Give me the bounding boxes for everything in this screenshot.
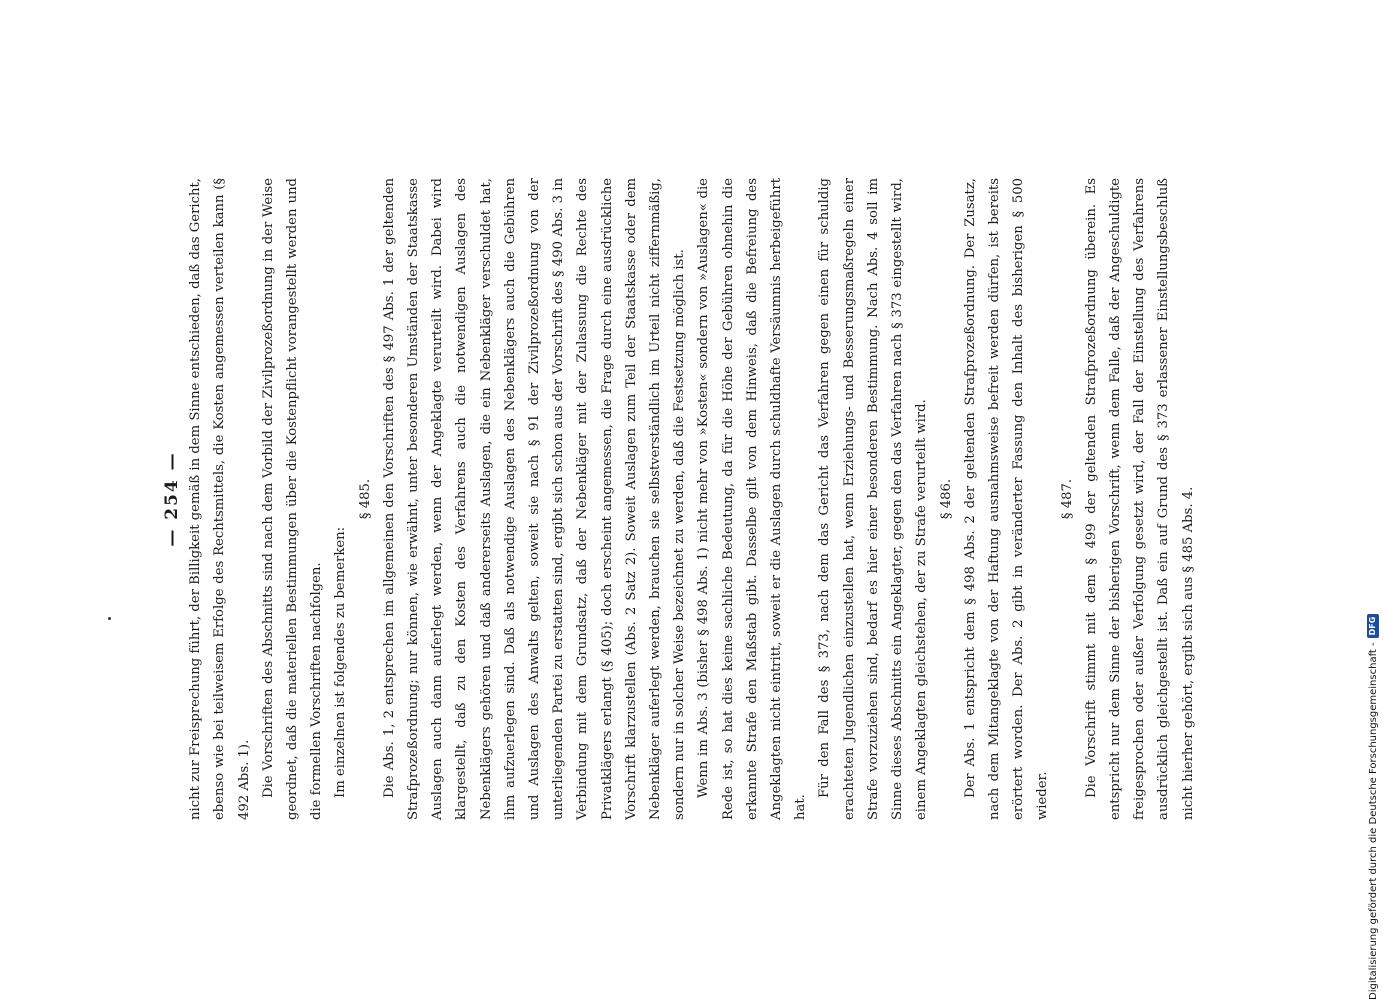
ink-dot	[108, 617, 111, 620]
page-text-block	[160, 178, 1196, 820]
section-heading-486: § 486.	[938, 478, 954, 520]
paragraph-487-1: Die Vorschrift stimmt mit dem § 499 der geltenden Strafprozeßordnung überein. Es entspricht nur dem Sinne der bisherigen Vorschrift, wenn dem Falle, daß der Angeschuldigte freigesprochen oder außer Verfolgung gesetzt wird, der Fall der Einstellung des Verfahrens ausdrücklich gleichgestellt ist. Daß ein auf Grund des § 373 erlassener Einstellungsbeschluß nicht hierher gehört, ergibt sich aus § 485 Abs. 4.	[1083, 178, 1196, 820]
digitization-credit	[1367, 614, 1379, 1000]
paragraph-485-3: Für den Fall des § 373, nach dem das Gericht das Verfahren gegen einen für schuldig erachteten Jugendlichen einzustellen hat, wenn Erziehungs- und Besserungsmaßregeln einer Strafe vorzuziehen sind, bedarf es hier einer besonderen Bestimmung. Nach Abs. 4 soll im Sinne dieses Abschnitts ein Angeklagter, gegen den das Verfahren nach § 373 eingestellt wird, einem Angeklagten gleichstehen, der zu Strafe verurteilt wird.	[817, 178, 930, 820]
paragraph-intro-3: Im einzelnen ist folgendes zu bemerken:	[333, 526, 349, 798]
paragraph-485-2: Wenn im Abs. 3 (bisher § 498 Abs. 1) nicht mehr von »Kosten« sondern von »Auslagen« die Rede ist, so hat dies keine sachliche Bedeutung, da für die Höhe der Gebühren ohnehin die erkannte Strafe den Maßstab gibt. Dasselbe gilt von dem Hinweis, daß die Befreiung des Angeklagten nicht eintritt, soweit er die Auslagen durch schuldhafte Versäumnis herbeigeführt hat.	[696, 178, 809, 820]
paragraph-486-1: Der Abs. 1 entspricht dem § 498 Abs. 2 der geltenden Strafprozeßordnung. Der Zusatz, nach dem Mitangeklagte von der Haftung ausnahmsweise befreit werden dürfen, ist bereits erörtert worden. Der Abs. 2 gibt in veränderter Fassung den Inhalt des bisherigen § 500 wieder.	[962, 178, 1051, 820]
page-number: — 254 —	[162, 451, 182, 547]
section-heading-487: § 487.	[1059, 478, 1075, 520]
paragraph-485-1: Die Abs. 1, 2 entsprechen im allgemeinen den Vorschriften des § 497 Abs. 1 der geltenden Strafprozeßordnung; nur können, wie erwähnt, unter besonderen Umständen der Staatskasse Auslagen auch dann auferlegt werden, wenn der Angeklagte verurteilt wird. Dabei wird klargestellt, daß zu den Kosten des Verfahrens auch die notwendigen Auslagen des Nebenklägers gehören und daß andererseits Auslagen, die ein Nebenkläger verschuldet hat, ihm aufzuerlegen sind. Daß als notwendige Auslagen des Nebenklägers auch die Gebühren und Auslagen des Anwalts gelten, soweit sie nach § 91 der Zivilprozeßordnung von der unterliegenden Partei zu erstatten sind, ergibt sich schon aus der Vorschrift des § 490 Abs. 3 in Verbindung mit dem Grundsatz, daß der Nebenkläger mit der Zulassung die Rechte des Privatklägers erlangt (§ 405); doch erscheint angemessen, die Frage durch eine ausdrückliche Vorschrift klarzustellen (Abs. 2 Satz 2). Soweit Auslagen zum Teil der Staatskasse oder dem Nebenkläger auferlegt werden, brauchen sie selbstverständlich im Urteil nicht ziffernmäßig, sondern nur in solcher Weise bezeichnet zu werden, daß die Festsetzung möglich ist.	[381, 178, 688, 820]
paragraph-intro-1: nicht zur Freisprechung führt, der Billigkeit gemäß in dem Sinne entschieden, daß das Gericht, ebenso wie bei teilweisem Erfolge des Rechtsmittels, die Kosten angemessen verteilen kann (§ 492 Abs. 1).	[188, 178, 252, 820]
section-heading-485: § 485.	[357, 478, 373, 520]
credit-text: Digitalisierung gefördert durch die Deutsche Forschungsgemeinschaft -	[1367, 642, 1379, 1000]
dfg-logo: DFG	[1367, 614, 1379, 639]
paragraph-intro-2: Die Vorschriften des Abschnitts sind nach dem Vorbild der Zivilprozeßordnung in der Weise geordnet, daß die materiellen Bestimmungen über die Kostenpflicht vorangestellt werden und die formellen Vorschriften nachfolgen.	[260, 178, 325, 820]
